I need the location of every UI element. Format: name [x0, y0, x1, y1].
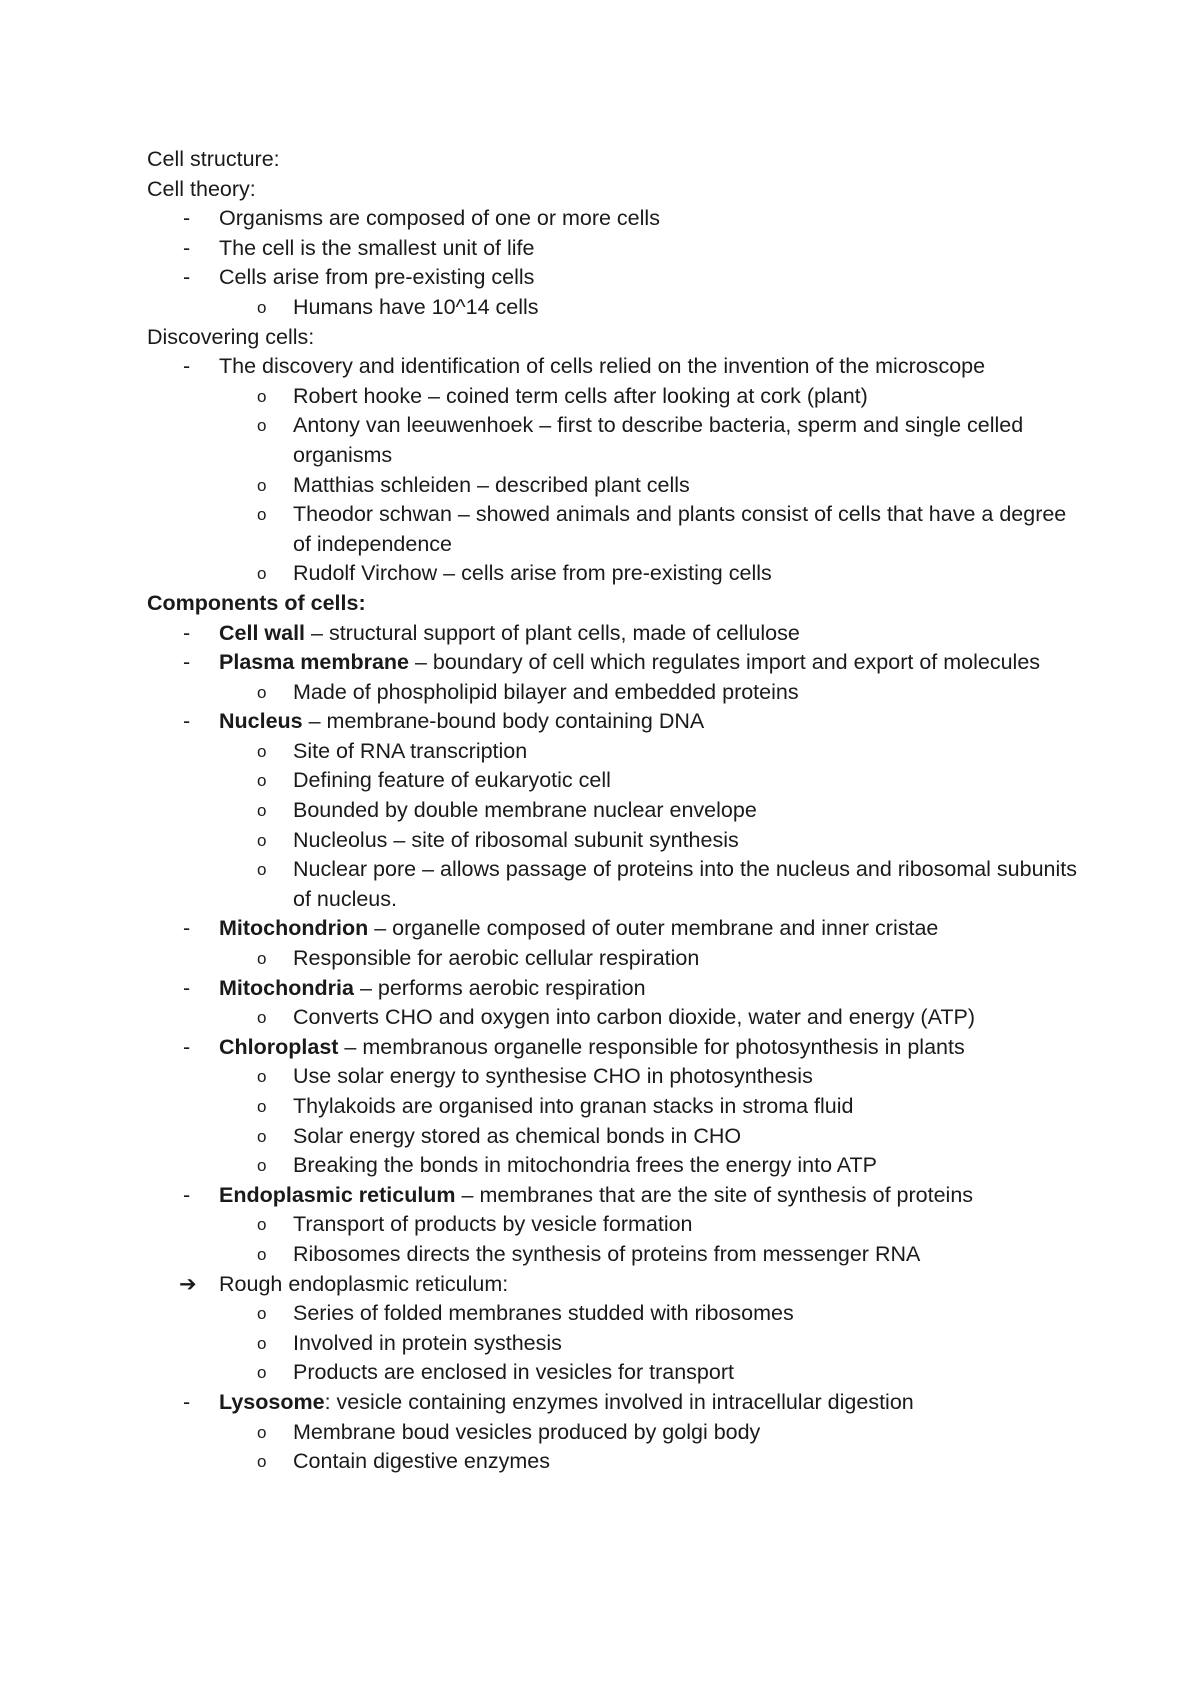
line-content [293, 473, 690, 497]
sub-bullet-item [147, 1240, 1077, 1270]
line-content [293, 680, 799, 704]
dash-bullet-marker: - [183, 620, 191, 645]
line-text: Cells arise from pre-existing cells [219, 265, 535, 290]
line-content [293, 1124, 741, 1148]
bullet-item [147, 1270, 1077, 1300]
line-text: Organisms are composed of one or more cells [219, 206, 660, 231]
line-text: Bounded by double membrane nuclear envelope [293, 798, 757, 823]
line-content [293, 384, 868, 408]
dash-bullet-marker: - [183, 975, 191, 1000]
line-text: Ribosomes directs the synthesis of proteins from messenger RNA [293, 1241, 921, 1266]
sub-bullet-item [147, 1122, 1077, 1152]
line-content [293, 413, 1023, 467]
line-text: Transport of products by vesicle formation [293, 1212, 693, 1237]
term-label: Mitochondrion [219, 916, 369, 941]
dash-bullet-marker: - [183, 916, 191, 941]
line-text: Site of RNA transcription [293, 738, 528, 763]
line-text: Contain digestive enzymes [293, 1449, 550, 1474]
line-content [147, 177, 256, 201]
term-label: Mitochondria [219, 975, 354, 1000]
line-text: The discovery and identification of cells relied on the invention of the microscope [219, 354, 986, 379]
bullet-item [147, 263, 1077, 293]
line-content [219, 236, 534, 260]
sub-bullet-item [147, 1418, 1077, 1448]
line-content [147, 325, 314, 349]
dash-bullet-marker: - [183, 650, 191, 675]
line-content [219, 1183, 973, 1207]
circle-bullet-marker: o [257, 1244, 267, 1264]
line-text: Defining feature of eukaryotic cell [293, 768, 611, 793]
line-text: Humans have 10^14 cells [293, 294, 539, 319]
sub-bullet-item [147, 1062, 1077, 1092]
circle-bullet-marker: o [257, 564, 267, 584]
line-content [293, 828, 739, 852]
line-text: Breaking the bonds in mitochondria frees the energy into ATP [293, 1153, 878, 1178]
line-text: Series of folded membranes studded with ribosomes [293, 1301, 794, 1326]
term-label: Chloroplast [219, 1034, 339, 1059]
line-text: – membrane-bound body containing DNA [302, 709, 705, 734]
line-content [293, 1420, 760, 1444]
circle-bullet-marker: o [257, 1126, 267, 1146]
line-content [293, 1094, 853, 1118]
bullet-item [147, 707, 1077, 737]
sub-bullet-item [147, 559, 1077, 589]
line-content [293, 1301, 794, 1325]
dash-bullet-marker: - [183, 235, 191, 260]
line-text: Responsible for aerobic cellular respiration [293, 946, 700, 971]
sub-bullet-item [147, 1447, 1077, 1477]
circle-bullet-marker: o [257, 860, 267, 880]
dash-bullet-marker: - [183, 1034, 191, 1059]
sub-bullet-item [147, 293, 1077, 323]
line-content [293, 1360, 734, 1384]
line-content [293, 1064, 813, 1088]
line-text: Nuclear pore – allows passage of proteins into the nucleus and ribosomal subunits of nucleus. [293, 857, 1078, 911]
line-text: Use solar energy to synthesise CHO in photosynthesis [293, 1064, 813, 1089]
circle-bullet-marker: o [257, 1008, 267, 1028]
circle-bullet-marker: o [257, 1215, 267, 1235]
line-text: – structural support of plant cells, made of cellulose [305, 620, 800, 645]
dash-bullet-marker: - [183, 1389, 191, 1414]
sub-bullet-item [147, 944, 1077, 974]
circle-bullet-marker: o [257, 1422, 267, 1442]
bullet-item [147, 234, 1077, 264]
bullet-item [147, 352, 1077, 382]
sub-bullet-item [147, 826, 1077, 856]
line-text: – organelle composed of outer membrane and inner cristae [368, 916, 939, 941]
circle-bullet-marker: o [257, 1452, 267, 1472]
line-text: The cell is the smallest unit of life [219, 235, 535, 260]
line-content [293, 798, 757, 822]
sub-bullet-item [147, 855, 1077, 914]
line-content [293, 739, 527, 763]
circle-bullet-marker: o [257, 1333, 267, 1353]
circle-bullet-marker: o [257, 1304, 267, 1324]
term-label: Plasma membrane [219, 650, 410, 675]
line-content [293, 946, 699, 970]
line-text: Discovering cells: [147, 324, 315, 349]
circle-bullet-marker: o [257, 949, 267, 969]
line-text: – membranes that are the site of synthesis of proteins [455, 1182, 974, 1207]
circle-bullet-marker: o [257, 1363, 267, 1383]
sub-bullet-item [147, 500, 1077, 559]
line-text: Rudolf Virchow – cells arise from pre-existing cells [293, 561, 772, 586]
sub-bullet-item [147, 1358, 1077, 1388]
circle-bullet-marker: o [257, 1067, 267, 1087]
bullet-item [147, 619, 1077, 649]
bullet-item [147, 1181, 1077, 1211]
line-content [293, 1331, 562, 1355]
line-content [147, 147, 280, 171]
line-content [293, 1005, 975, 1029]
sub-bullet-item [147, 411, 1077, 470]
bullet-item [147, 914, 1077, 944]
line-content [293, 1212, 693, 1236]
sub-bullet-item [147, 1151, 1077, 1181]
line-content [147, 591, 366, 615]
line-text: Products are enclosed in vesicles for transport [293, 1360, 734, 1385]
line-content [219, 976, 646, 1000]
bullet-item [147, 1033, 1077, 1063]
line-text: Nucleolus – site of ribosomal subunit synthesis [293, 827, 739, 852]
circle-bullet-marker: o [257, 416, 267, 436]
circle-bullet-marker: o [257, 771, 267, 791]
line-content [219, 206, 660, 230]
notes-body [147, 145, 1077, 1477]
line-text: Membrane boud vesicles produced by golgi body [293, 1419, 761, 1444]
line-content [293, 561, 772, 585]
circle-bullet-marker: o [257, 801, 267, 821]
sub-bullet-item [147, 471, 1077, 501]
line-text: Made of phospholipid bilayer and embedded proteins [293, 679, 799, 704]
circle-bullet-marker: o [257, 297, 267, 317]
line-content [219, 916, 938, 940]
dash-bullet-marker: - [183, 1182, 191, 1207]
sub-bullet-item [147, 1092, 1077, 1122]
line-text: Converts CHO and oxygen into carbon dioxide, water and energy (ATP) [293, 1005, 975, 1030]
line-content [293, 295, 539, 319]
bullet-item [147, 974, 1077, 1004]
circle-bullet-marker: o [257, 1097, 267, 1116]
sub-bullet-item [147, 1299, 1077, 1329]
circle-bullet-marker: o [257, 741, 267, 761]
sub-bullet-item [147, 1329, 1077, 1359]
line-content [293, 502, 1066, 556]
line-content [219, 621, 800, 645]
note-heading [147, 323, 1077, 353]
dash-bullet-marker: - [183, 709, 191, 734]
line-content [293, 768, 611, 792]
line-content [219, 1272, 508, 1296]
dash-bullet-marker: - [183, 206, 191, 231]
term-label: Cell wall [219, 620, 306, 645]
line-text: Components of cells: [147, 590, 366, 615]
section-heading [147, 589, 1077, 619]
line-content [219, 265, 534, 289]
line-content [219, 1035, 965, 1059]
term-label: Lysosome [219, 1389, 325, 1414]
line-content [293, 857, 1077, 911]
sub-bullet-item [147, 796, 1077, 826]
sub-bullet-item [147, 1210, 1077, 1240]
line-text: – performs aerobic respiration [353, 975, 646, 1000]
line-text: Involved in protein systhesis [293, 1330, 562, 1355]
dash-bullet-marker: - [183, 354, 191, 379]
line-content [219, 354, 985, 378]
line-content [293, 1153, 877, 1177]
line-content [293, 1449, 550, 1473]
line-content [293, 1242, 920, 1266]
line-text: – boundary of cell which regulates import and export of molecules [409, 650, 1041, 675]
term-label: Nucleus [219, 709, 303, 734]
line-text: Antony van leeuwenhoek – first to describe bacteria, sperm and single celled organisms [293, 413, 1024, 467]
line-text: Matthias schleiden – described plant cells [293, 472, 690, 497]
dash-bullet-marker: - [183, 265, 191, 290]
line-content [219, 1390, 914, 1414]
line-text: Robert hooke – coined term cells after looking at cork (plant) [293, 383, 868, 408]
line-content [219, 709, 704, 733]
bullet-item [147, 204, 1077, 234]
sub-bullet-item [147, 1003, 1077, 1033]
note-heading [147, 175, 1077, 205]
line-content [219, 650, 1040, 674]
line-text: Thylakoids are organised into granan stacks in stroma fluid [293, 1094, 854, 1118]
arrow-bullet-icon: ➔ [179, 1272, 197, 1296]
line-text: Rough endoplasmic reticulum: [219, 1271, 509, 1296]
circle-bullet-marker: o [257, 1156, 267, 1176]
line-text: Theodor schwan – showed animals and plants consist of cells that have a degree of independence [293, 502, 1067, 556]
sub-bullet-item [147, 382, 1077, 412]
line-text: : vesicle containing enzymes involved in intracellular digestion [324, 1389, 914, 1414]
bullet-item [147, 1388, 1077, 1418]
line-text: Cell theory: [147, 176, 256, 201]
circle-bullet-marker: o [257, 830, 267, 850]
sub-bullet-item [147, 766, 1077, 796]
circle-bullet-marker: o [257, 475, 267, 495]
note-heading [147, 145, 1077, 175]
line-text: Cell structure: [147, 147, 280, 171]
line-text: – membranous organelle responsible for photosynthesis in plants [338, 1034, 965, 1059]
term-label: Endoplasmic reticulum [219, 1182, 456, 1207]
bullet-item [147, 648, 1077, 678]
sub-bullet-item [147, 737, 1077, 767]
circle-bullet-marker: o [257, 386, 267, 406]
line-text: Solar energy stored as chemical bonds in CHO [293, 1123, 742, 1148]
circle-bullet-marker: o [257, 682, 267, 702]
circle-bullet-marker: o [257, 505, 267, 525]
sub-bullet-item [147, 678, 1077, 708]
